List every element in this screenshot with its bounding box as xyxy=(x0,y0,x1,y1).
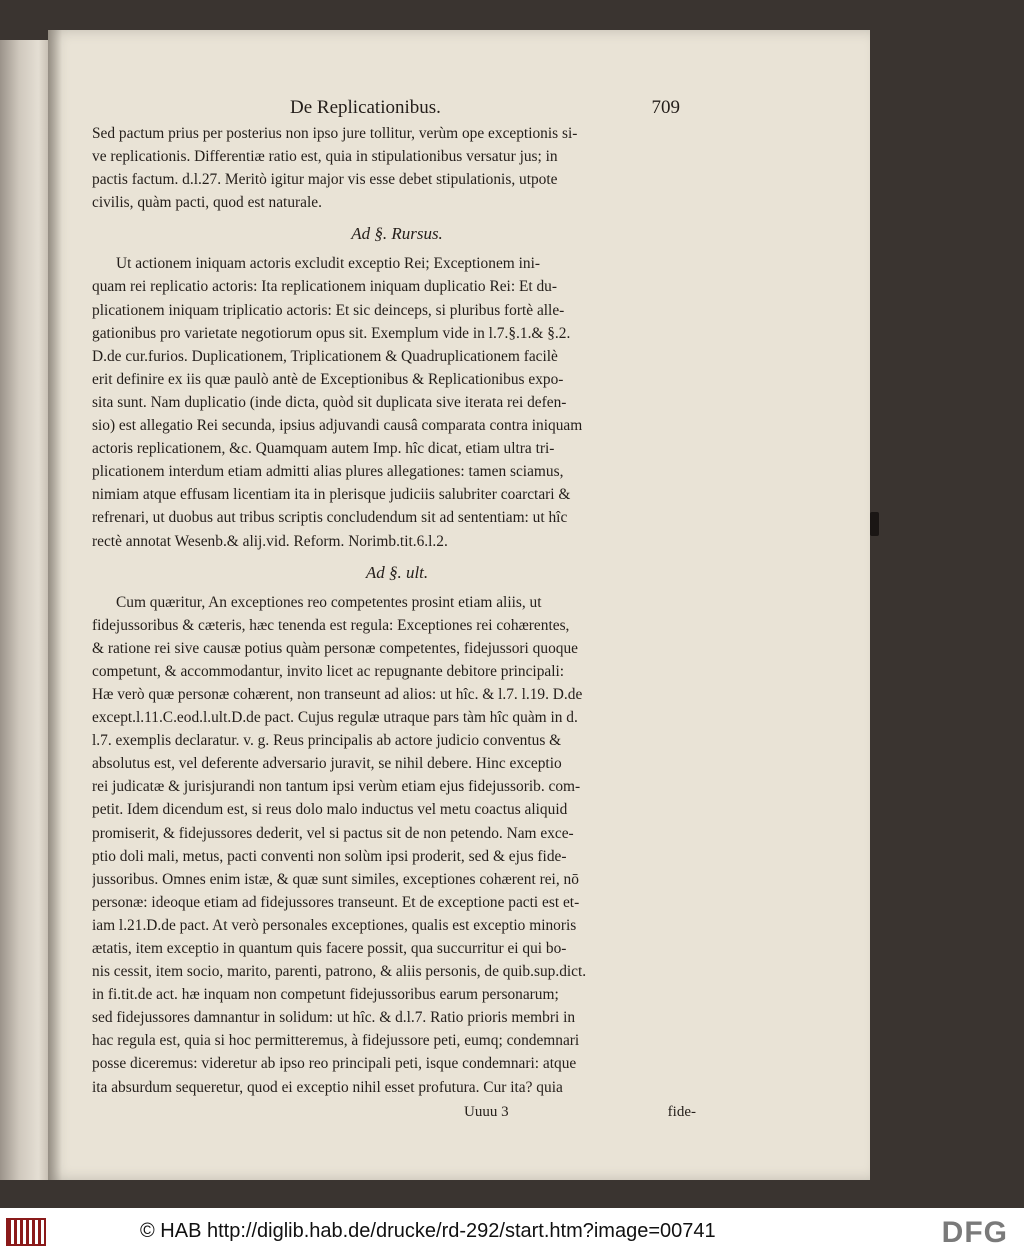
text-line: erit definire ex iis quæ paulò antè de Exceptionibus & Replicationibus expo- xyxy=(92,370,564,388)
catchword: fide- xyxy=(667,1103,696,1120)
text-line: plicationem interdum etiam admitti alias plures allegationes: tamen sciamus, xyxy=(92,463,564,481)
running-title: De Replicationibus. xyxy=(290,97,441,118)
text-line: nimiam atque effusam licentiam ita in plerisque judiciis salubriter coarctari & xyxy=(92,486,571,504)
text-line: competunt, & accommodantur, invito licet ac repugnante debitore principali: xyxy=(92,662,565,680)
text-line: ætatis, item exceptio in quantum quis facere possit, qua succurritur ei qui bo- xyxy=(92,940,567,957)
text-line: ptio doli mali, metus, pacti conventi non solùm ipsi proderit, sed & ejus fide- xyxy=(92,847,567,865)
page-number: 709 xyxy=(651,97,680,118)
dfg-logo: DFG xyxy=(941,1216,1008,1249)
text-line: petit. Idem dicendum est, si reus dolo malo inductus vel metu coactus aliquid xyxy=(92,801,568,819)
text-line: gationibus pro varietate negotiorum opus sit. Exemplum vide in l.7.§.1.& §.2. xyxy=(92,324,571,342)
paragraph-top xyxy=(92,122,702,214)
text-line: plicationem iniquam triplicatio actoris: Et sic deinceps, si pluribus fortè alle- xyxy=(92,301,565,319)
text-line: personæ: ideoque etiam ad fidejussores transeunt. Et de exceptione pacti est et- xyxy=(92,893,580,911)
page-text xyxy=(92,92,702,1125)
text-line: ita absurdum sequeretur, quod ei exceptio nihil esset profutura. Cur ita? quia xyxy=(92,1078,563,1096)
text-line: nis cessit, item socio, marito, parenti, patrono, & aliis personis, de quib.sup.dict. xyxy=(92,963,587,981)
gutter-shadow xyxy=(48,30,62,1180)
copyright-link[interactable]: © HAB http://diglib.hab.de/drucke/rd-292/start.htm?image=00741 xyxy=(140,1220,716,1242)
text-line: promiserit, & fidejussores dederit, vel si pactus sit de non petendo. Nam exce- xyxy=(92,824,574,842)
text-line: fidejussoribus & cæteris, hæc tenenda est regula: Exceptiones rei cohærentes, xyxy=(92,616,570,634)
text-line: & ratione rei sive causæ potius quàm personæ competentes, fidejussori quoque xyxy=(92,639,578,657)
text-line: quam rei replicatio actoris: Ita replicationem iniquam duplicatio Rei: Et du- xyxy=(92,278,557,296)
left-page-edge xyxy=(0,40,48,1180)
text-line: hac regula est, quia si hoc permitteremus, à fidejussore peti, eumq; condemnari xyxy=(92,1032,580,1050)
text-line: actoris replicationem, &c. Quamquam autem Imp. hîc dicat, etiam ultra tri- xyxy=(92,440,555,458)
text-line: civilis, quàm pacti, quod est naturale. xyxy=(92,194,322,212)
page-marker-tab xyxy=(870,512,879,536)
paragraph-ult xyxy=(92,591,702,1099)
footer-bar xyxy=(0,1208,1024,1255)
signature-line xyxy=(92,1101,702,1125)
section-heading-rursus: Ad §. Rursus. xyxy=(351,224,443,244)
text-line: iam l.21.D.de pact. At verò personales exceptiones, qualis est exceptio minoris xyxy=(92,916,577,934)
paragraph-rursus xyxy=(92,252,702,552)
text-line: Hæ verò quæ personæ cohærent, non transeunt ad alios: ut hîc. & l.7. l.19. D.de xyxy=(92,685,583,703)
text-line: refrenari, ut duobus aut tribus scriptis concludendum sit ad sententiam: ut hîc xyxy=(92,509,568,527)
text-line: absolutus est, vel deferente adversario juravit, se nihil debere. Hinc exceptio xyxy=(92,755,562,773)
text-line: ve replicationis. Differentiæ ratio est, quia in stipulationibus versatur jus; in xyxy=(92,148,558,166)
text-line: pactis factum. d.l.27. Meritò igitur major vis esse debet stipulationis, utpote xyxy=(92,171,558,189)
text-line: in fi.tit.de act. hæ inquam non competunt fidejussoribus earum personarum; xyxy=(92,986,559,1004)
hab-logo-icon xyxy=(6,1218,46,1246)
text-line: D.de cur.furios. Duplicationem, Triplicationem & Quadruplicationem facilè xyxy=(92,347,558,365)
text-line: Ut actionem iniquam actoris excludit exceptio Rei; Exceptionem ini- xyxy=(116,255,540,273)
section-heading-ult: Ad §. ult. xyxy=(365,562,429,582)
text-line: l.7. exemplis declaratur. v. g. Reus principalis ab actore judicio conventus & xyxy=(92,732,562,750)
text-line: sio) est allegatio Rei secunda, ipsius adjuvandi causâ comparata contra iniquam xyxy=(92,417,583,435)
signature-mark: Uuuu 3 xyxy=(464,1103,509,1120)
text-line: except.l.11.C.eod.l.ult.D.de pact. Cujus regulæ utraque pars tàm hîc quàm in d. xyxy=(92,709,578,727)
running-head xyxy=(92,92,702,122)
text-line: posse diceremus: videretur ab ipso reo principali peti, isque condemnari: atque xyxy=(92,1055,577,1073)
text-line: sita sunt. Nam duplicatio (inde dicta, quòd sit duplicata sive iterata rei defen- xyxy=(92,393,567,411)
text-line: jussoribus. Omnes enim istæ, & quæ sunt similes, exceptiones cohærent rei, nō xyxy=(92,870,579,888)
text-line: Cum quæritur, An exceptiones reo competentes prosint etiam aliis, ut xyxy=(116,593,542,611)
text-line: rei judicatæ & jurisjurandi non tantum ipsi verùm etiam ejus fidejussorib. com- xyxy=(92,778,581,796)
text-line: sed fidejussores damnantur in solidum: ut hîc. & d.l.7. Ratio prioris membri in xyxy=(92,1009,576,1027)
text-line: Sed pactum prius per posterius non ipso jure tollitur, verùm ope exceptionis si- xyxy=(92,125,578,142)
text-line: rectè annotat Wesenb.& alij.vid. Reform. Norimb.tit.6.l.2. xyxy=(92,532,448,550)
